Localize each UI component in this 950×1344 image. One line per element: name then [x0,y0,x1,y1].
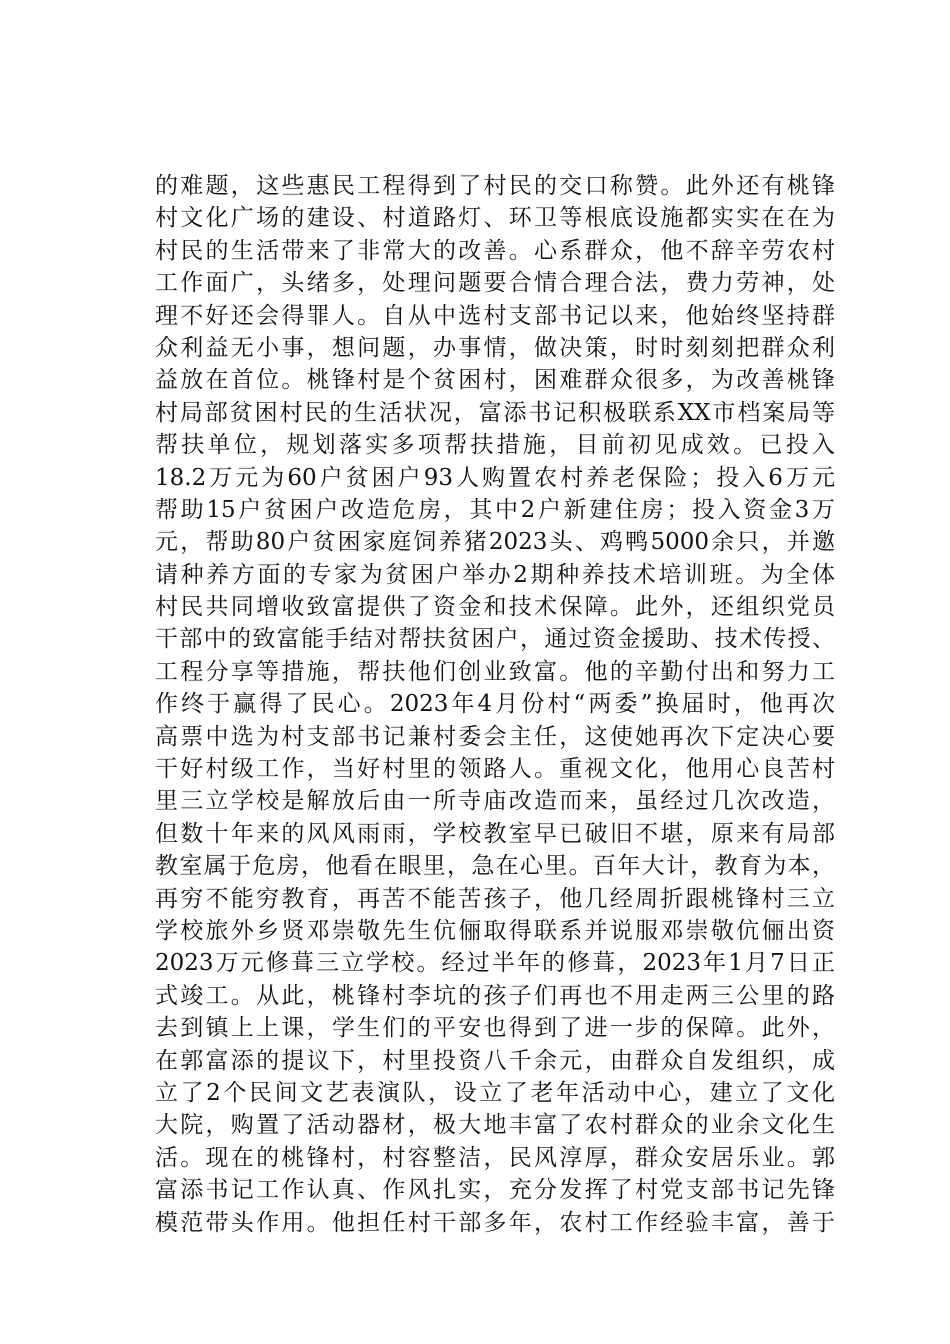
text-line: 村民共同增收致富提供了资金和技术保障。此外，还组织党员 [155,594,835,621]
text-line: 干好村级工作，当好村里的领路人。重视文化，他用心良苦村 [155,756,835,783]
text-line: 帮扶单位，规划落实多项帮扶措施，目前初见成效。已投入 [155,432,835,459]
text-line: 村局部贫困村民的生活状况，富添书记积极联系XX市档案局等 [155,399,835,426]
text-line: 里三立学校是解放后由一所寺庙改造而来，虽经过几次改造， [155,788,835,815]
text-line: 村民的生活带来了非常大的改善。心系群众，他不辞辛劳农村 [155,237,835,264]
text-line: 富添书记工作认真、作风扎实，充分发挥了村党支部书记先锋 [155,1177,835,1204]
text-line: 高票中选为村支部书记兼村委会主任，这使她再次下定决心要 [155,723,835,750]
text-line: 活。现在的桃锋村，村容整洁，民风淳厚，群众安居乐业。郭 [155,1144,835,1171]
text-line: 式竣工。从此，桃锋村李坑的孩子们再也不用走两三公里的路 [155,982,835,1009]
text-line: 作终于赢得了民心。2023年4月份村“两委”换届时，他再次 [155,691,835,718]
text-line: 理不好还会得罪人。自从中选村支部书记以来，他始终坚持群 [155,302,835,329]
text-line: 工程分享等措施，帮扶他们创业致富。他的辛勤付出和努力工 [155,658,835,685]
text-line: 工作面广，头绪多，处理问题要合情合理合法，费力劳神，处 [155,270,835,297]
text-line: 的难题，这些惠民工程得到了村民的交口称赞。此外还有桃锋 [155,173,835,199]
text-line: 教室属于危房，他看在眼里，急在心里。百年大计，教育为本， [155,853,835,880]
text-line: 帮助15户贫困户改造危房，其中2户新建住房；投入资金3万 [155,496,835,523]
text-line: 大院，购置了活动器材，极大地丰富了农村群众的业余文化生 [155,1112,835,1139]
text-line: 村文化广场的建设、村道路灯、环卫等根底设施都实实在在为 [155,205,835,232]
body-text [155,170,835,1239]
text-line: 请种养方面的专家为贫困户举办2期种养技术培训班。为全体 [155,561,835,588]
text-line: 再穷不能穷教育，再苦不能苦孩子，他几经周折跟桃锋村三立 [155,885,835,912]
text-line: 学校旅外乡贤邓崇敬先生伉俪取得联系并说服邓崇敬伉俪出资 [155,917,835,944]
text-line: 益放在首位。桃锋村是个贫困村，困难群众很多，为改善桃锋 [155,367,835,394]
text-line: 去到镇上上课，学生们的平安也得到了进一步的保障。此外， [155,1015,835,1042]
text-line: 干部中的致富能手结对帮扶贫困户，通过资金援助、技术传授、 [155,626,835,653]
text-line: 元，帮助80户贫困家庭饲养猪2023头、鸡鸭5000余只，并邀 [155,529,835,556]
text-line: 模范带头作用。他担任村干部多年，农村工作经验丰富，善于 [155,1209,835,1236]
text-line: 2023万元修葺三立学校。经过半年的修葺，2023年1月7日正 [155,950,835,977]
text-line: 在郭富添的提议下，村里投资八千余元，由群众自发组织，成 [155,1047,835,1074]
text-line: 但数十年来的风风雨雨，学校教室早已破旧不堪，原来有局部 [155,820,835,847]
text-line: 立了2个民间文艺表演队，设立了老年活动中心，建立了文化 [155,1079,835,1106]
text-line: 18.2万元为60户贫困户93人购置农村养老保险；投入6万元 [155,464,835,491]
text-line: 众利益无小事，想问题，办事情，做决策，时时刻刻把群众利 [155,334,835,361]
